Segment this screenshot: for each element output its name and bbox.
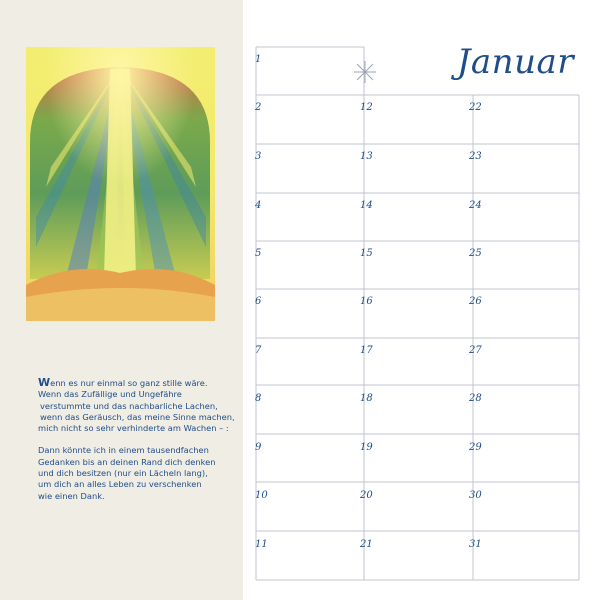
left-panel <box>0 0 243 600</box>
day-number[interactable]: 22 <box>469 102 482 113</box>
day-number[interactable]: 25 <box>469 248 482 259</box>
day-number[interactable]: 21 <box>360 539 373 550</box>
day-number[interactable]: 30 <box>469 490 482 501</box>
poem-line: mich nicht so sehr verhinderte am Wachen – : <box>38 423 229 434</box>
day-number[interactable]: 7 <box>255 345 262 356</box>
day-number[interactable]: 24 <box>469 200 482 211</box>
day-number[interactable]: 9 <box>255 442 262 453</box>
day-number[interactable]: 10 <box>255 490 268 501</box>
calendar-grid <box>243 0 600 600</box>
poem <box>38 377 238 513</box>
day-number[interactable]: 29 <box>469 442 482 453</box>
day-number[interactable]: 3 <box>255 151 262 162</box>
day-number[interactable]: 15 <box>360 248 373 259</box>
day-number[interactable]: 20 <box>360 490 373 501</box>
day-number[interactable]: 17 <box>360 345 373 356</box>
asterisk-icon <box>354 61 376 83</box>
day-number[interactable]: 14 <box>360 200 373 211</box>
day-number[interactable]: 16 <box>360 296 373 307</box>
day-number[interactable]: 13 <box>360 151 373 162</box>
poem-line: Wenn das Zufällige und Ungefähre <box>38 389 182 400</box>
month-title: Januar <box>456 42 574 82</box>
poem-line: um dich an alles Leben zu verschenken <box>38 479 202 490</box>
day-number[interactable]: 11 <box>255 539 268 550</box>
painting-image <box>26 47 215 321</box>
poem-drop-cap: W <box>38 376 51 389</box>
day-number[interactable]: 18 <box>360 393 373 404</box>
day-number[interactable]: 19 <box>360 442 373 453</box>
poem-line: wenn das Geräusch, das meine Sinne machen, <box>40 411 235 422</box>
poem-stanza-1 <box>38 377 238 434</box>
day-number[interactable]: 28 <box>469 393 482 404</box>
day-number[interactable]: 4 <box>255 200 262 211</box>
poem-line: Dann könnte ich in einem tausendfachen <box>38 445 209 456</box>
day-number[interactable]: 1 <box>255 54 262 65</box>
poem-line: Wenn es nur einmal so ganz stille wäre. <box>38 376 208 389</box>
poem-stanza-2 <box>38 445 238 501</box>
day-number[interactable]: 2 <box>255 102 262 113</box>
day-number[interactable]: 12 <box>360 102 373 113</box>
poem-line: und dich besitzen (nur ein Lächeln lang), <box>38 468 208 479</box>
poem-line: verstummte und das nachbarliche Lachen, <box>40 400 218 411</box>
day-number[interactable]: 5 <box>255 248 262 259</box>
day-number[interactable]: 27 <box>469 345 482 356</box>
day-number[interactable]: 31 <box>469 539 482 550</box>
calendar-panel <box>243 0 600 600</box>
poem-line: Gedanken bis an deinen Rand dich denken <box>38 456 216 467</box>
poem-line: wie einen Dank. <box>38 490 105 501</box>
day-number[interactable]: 6 <box>255 296 262 307</box>
day-number[interactable]: 8 <box>255 393 262 404</box>
day-number[interactable]: 23 <box>469 151 482 162</box>
day-number[interactable]: 26 <box>469 296 482 307</box>
